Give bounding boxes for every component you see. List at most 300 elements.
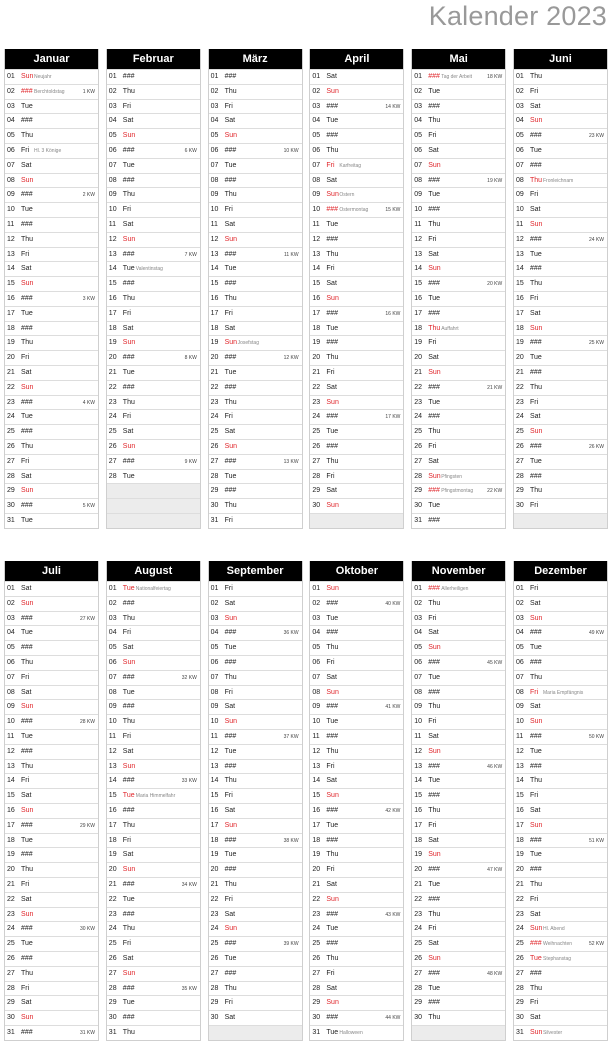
day-row[interactable] — [107, 685, 200, 700]
day-row[interactable] — [107, 247, 200, 262]
day-row[interactable] — [412, 365, 505, 380]
day-row[interactable] — [5, 469, 98, 484]
day-row[interactable] — [107, 291, 200, 306]
day-row[interactable] — [310, 113, 403, 128]
day-row[interactable] — [514, 951, 607, 966]
day-row[interactable] — [107, 877, 200, 892]
day-row[interactable] — [412, 670, 505, 685]
day-row[interactable] — [209, 380, 302, 395]
day-row[interactable] — [107, 625, 200, 640]
day-row[interactable] — [209, 892, 302, 907]
day-row[interactable] — [412, 409, 505, 424]
day-row[interactable] — [310, 862, 403, 877]
day-row[interactable] — [514, 759, 607, 774]
day-row[interactable] — [5, 995, 98, 1010]
day-row[interactable] — [209, 1010, 302, 1025]
day-row[interactable] — [412, 498, 505, 513]
day-row[interactable] — [209, 395, 302, 410]
day-row[interactable] — [107, 670, 200, 685]
day-row[interactable] — [209, 321, 302, 336]
day-row[interactable] — [514, 143, 607, 158]
day-row[interactable] — [310, 818, 403, 833]
day-row[interactable] — [107, 611, 200, 626]
day-row[interactable] — [514, 788, 607, 803]
day-row[interactable] — [412, 99, 505, 114]
day-row[interactable] — [514, 173, 607, 188]
day-row[interactable] — [209, 847, 302, 862]
day-row[interactable] — [107, 321, 200, 336]
day-row[interactable] — [107, 69, 200, 84]
day-row[interactable] — [310, 454, 403, 469]
day-row[interactable] — [5, 714, 98, 729]
day-row[interactable] — [310, 143, 403, 158]
day-row[interactable] — [310, 714, 403, 729]
day-row[interactable] — [209, 217, 302, 232]
day-row[interactable] — [412, 187, 505, 202]
day-row[interactable] — [209, 335, 302, 350]
day-row[interactable] — [209, 232, 302, 247]
day-row[interactable] — [412, 759, 505, 774]
day-row[interactable] — [107, 439, 200, 454]
day-row[interactable] — [514, 714, 607, 729]
day-row[interactable] — [5, 261, 98, 276]
day-row[interactable] — [5, 113, 98, 128]
day-row[interactable] — [5, 685, 98, 700]
day-row[interactable] — [310, 625, 403, 640]
day-row[interactable] — [412, 439, 505, 454]
day-row[interactable] — [514, 655, 607, 670]
day-row[interactable] — [514, 611, 607, 626]
day-row[interactable] — [5, 424, 98, 439]
day-row[interactable] — [412, 84, 505, 99]
day-row[interactable] — [209, 483, 302, 498]
day-row[interactable] — [412, 744, 505, 759]
day-row[interactable] — [107, 306, 200, 321]
day-row[interactable] — [209, 306, 302, 321]
day-row[interactable] — [412, 335, 505, 350]
day-row[interactable] — [412, 936, 505, 951]
day-row[interactable] — [514, 498, 607, 513]
day-row[interactable] — [107, 173, 200, 188]
day-row[interactable] — [5, 158, 98, 173]
day-row[interactable] — [107, 907, 200, 922]
day-row[interactable] — [5, 818, 98, 833]
day-row[interactable] — [412, 395, 505, 410]
day-row[interactable] — [5, 173, 98, 188]
day-row[interactable] — [107, 395, 200, 410]
day-row[interactable] — [310, 951, 403, 966]
day-row[interactable] — [514, 276, 607, 291]
day-row[interactable] — [107, 699, 200, 714]
day-row[interactable] — [412, 892, 505, 907]
day-row[interactable] — [107, 966, 200, 981]
day-row[interactable] — [107, 84, 200, 99]
day-row[interactable] — [310, 670, 403, 685]
day-row[interactable] — [107, 759, 200, 774]
day-row[interactable] — [5, 454, 98, 469]
day-row[interactable] — [310, 276, 403, 291]
day-row[interactable] — [107, 995, 200, 1010]
day-row[interactable] — [514, 321, 607, 336]
day-row[interactable] — [514, 84, 607, 99]
day-row[interactable] — [514, 847, 607, 862]
day-row[interactable] — [310, 424, 403, 439]
day-row[interactable] — [209, 803, 302, 818]
day-row[interactable] — [209, 625, 302, 640]
day-row[interactable] — [209, 409, 302, 424]
day-row[interactable] — [412, 483, 505, 498]
day-row[interactable] — [514, 439, 607, 454]
day-row[interactable] — [310, 217, 403, 232]
day-row[interactable] — [209, 818, 302, 833]
day-row[interactable] — [514, 483, 607, 498]
day-row[interactable] — [514, 113, 607, 128]
day-row[interactable] — [209, 469, 302, 484]
day-row[interactable] — [5, 483, 98, 498]
day-row[interactable] — [412, 143, 505, 158]
day-row[interactable] — [107, 454, 200, 469]
day-row[interactable] — [107, 640, 200, 655]
day-row[interactable] — [5, 729, 98, 744]
day-row[interactable] — [310, 173, 403, 188]
day-row[interactable] — [5, 498, 98, 513]
day-row[interactable] — [412, 833, 505, 848]
day-row[interactable] — [107, 424, 200, 439]
day-row[interactable] — [107, 951, 200, 966]
day-row[interactable] — [412, 729, 505, 744]
day-row[interactable] — [107, 335, 200, 350]
day-row[interactable] — [209, 744, 302, 759]
day-row[interactable] — [310, 187, 403, 202]
day-row[interactable] — [209, 729, 302, 744]
day-row[interactable] — [514, 187, 607, 202]
day-row[interactable] — [310, 936, 403, 951]
day-row[interactable] — [310, 84, 403, 99]
day-row[interactable] — [310, 483, 403, 498]
day-row[interactable] — [107, 773, 200, 788]
day-row[interactable] — [107, 581, 200, 596]
day-row[interactable] — [514, 247, 607, 262]
day-row[interactable] — [5, 788, 98, 803]
day-row[interactable] — [412, 788, 505, 803]
day-row[interactable] — [412, 321, 505, 336]
day-row[interactable] — [107, 788, 200, 803]
day-row[interactable] — [310, 1025, 403, 1040]
day-row[interactable] — [107, 217, 200, 232]
day-row[interactable] — [5, 966, 98, 981]
day-row[interactable] — [412, 981, 505, 996]
day-row[interactable] — [412, 113, 505, 128]
day-row[interactable] — [107, 380, 200, 395]
day-row[interactable] — [5, 439, 98, 454]
day-row[interactable] — [514, 670, 607, 685]
day-row[interactable] — [412, 803, 505, 818]
day-row[interactable] — [412, 951, 505, 966]
day-row[interactable] — [412, 773, 505, 788]
day-row[interactable] — [209, 202, 302, 217]
day-row[interactable] — [412, 699, 505, 714]
day-row[interactable] — [209, 640, 302, 655]
day-row[interactable] — [209, 350, 302, 365]
day-row[interactable] — [514, 833, 607, 848]
day-row[interactable] — [514, 744, 607, 759]
day-row[interactable] — [209, 498, 302, 513]
day-row[interactable] — [209, 966, 302, 981]
day-row[interactable] — [107, 833, 200, 848]
day-row[interactable] — [412, 350, 505, 365]
day-row[interactable] — [209, 714, 302, 729]
day-row[interactable] — [310, 232, 403, 247]
day-row[interactable] — [310, 966, 403, 981]
day-row[interactable] — [209, 187, 302, 202]
day-row[interactable] — [107, 261, 200, 276]
day-row[interactable] — [209, 158, 302, 173]
day-row[interactable] — [209, 454, 302, 469]
day-row[interactable] — [107, 596, 200, 611]
day-row[interactable] — [514, 685, 607, 700]
day-row[interactable] — [5, 862, 98, 877]
day-row[interactable] — [412, 513, 505, 528]
day-row[interactable] — [310, 335, 403, 350]
day-row[interactable] — [412, 128, 505, 143]
day-row[interactable] — [107, 818, 200, 833]
day-row[interactable] — [412, 655, 505, 670]
day-row[interactable] — [310, 395, 403, 410]
day-row[interactable] — [209, 143, 302, 158]
day-row[interactable] — [209, 833, 302, 848]
day-row[interactable] — [209, 936, 302, 951]
day-row[interactable] — [310, 596, 403, 611]
day-row[interactable] — [514, 469, 607, 484]
day-row[interactable] — [107, 921, 200, 936]
day-row[interactable] — [514, 596, 607, 611]
day-row[interactable] — [5, 640, 98, 655]
day-row[interactable] — [209, 921, 302, 936]
day-row[interactable] — [5, 69, 98, 84]
day-row[interactable] — [412, 173, 505, 188]
day-row[interactable] — [514, 1025, 607, 1040]
day-row[interactable] — [310, 892, 403, 907]
day-row[interactable] — [310, 877, 403, 892]
day-row[interactable] — [412, 380, 505, 395]
day-row[interactable] — [310, 847, 403, 862]
day-row[interactable] — [5, 217, 98, 232]
day-row[interactable] — [209, 84, 302, 99]
day-row[interactable] — [412, 69, 505, 84]
day-row[interactable] — [5, 892, 98, 907]
day-row[interactable] — [107, 892, 200, 907]
day-row[interactable] — [412, 714, 505, 729]
day-row[interactable] — [107, 1025, 200, 1040]
day-row[interactable] — [412, 217, 505, 232]
day-row[interactable] — [514, 395, 607, 410]
day-row[interactable] — [209, 995, 302, 1010]
day-row[interactable] — [412, 306, 505, 321]
day-row[interactable] — [310, 581, 403, 596]
day-row[interactable] — [209, 759, 302, 774]
day-row[interactable] — [412, 907, 505, 922]
day-row[interactable] — [209, 655, 302, 670]
day-row[interactable] — [514, 261, 607, 276]
day-row[interactable] — [310, 803, 403, 818]
day-row[interactable] — [310, 261, 403, 276]
day-row[interactable] — [412, 247, 505, 262]
day-row[interactable] — [412, 261, 505, 276]
day-row[interactable] — [412, 158, 505, 173]
day-row[interactable] — [209, 99, 302, 114]
day-row[interactable] — [310, 685, 403, 700]
day-row[interactable] — [107, 1010, 200, 1025]
day-row[interactable] — [310, 247, 403, 262]
day-row[interactable] — [412, 625, 505, 640]
day-row[interactable] — [107, 729, 200, 744]
day-row[interactable] — [5, 395, 98, 410]
day-row[interactable] — [310, 350, 403, 365]
day-row[interactable] — [310, 469, 403, 484]
day-row[interactable] — [514, 99, 607, 114]
day-row[interactable] — [107, 99, 200, 114]
day-row[interactable] — [5, 513, 98, 528]
day-row[interactable] — [209, 69, 302, 84]
day-row[interactable] — [209, 424, 302, 439]
day-row[interactable] — [310, 981, 403, 996]
day-row[interactable] — [310, 439, 403, 454]
day-row[interactable] — [5, 581, 98, 596]
day-row[interactable] — [412, 995, 505, 1010]
day-row[interactable] — [514, 409, 607, 424]
day-row[interactable] — [5, 847, 98, 862]
day-row[interactable] — [5, 365, 98, 380]
day-row[interactable] — [5, 321, 98, 336]
day-row[interactable] — [310, 655, 403, 670]
day-row[interactable] — [5, 596, 98, 611]
day-row[interactable] — [412, 454, 505, 469]
day-row[interactable] — [412, 424, 505, 439]
day-row[interactable] — [5, 276, 98, 291]
day-row[interactable] — [5, 803, 98, 818]
day-row[interactable] — [107, 862, 200, 877]
day-row[interactable] — [310, 365, 403, 380]
day-row[interactable] — [107, 714, 200, 729]
day-row[interactable] — [5, 611, 98, 626]
day-row[interactable] — [412, 611, 505, 626]
day-row[interactable] — [514, 217, 607, 232]
day-row[interactable] — [514, 202, 607, 217]
day-row[interactable] — [514, 862, 607, 877]
day-row[interactable] — [514, 365, 607, 380]
day-row[interactable] — [5, 187, 98, 202]
day-row[interactable] — [107, 276, 200, 291]
day-row[interactable] — [107, 409, 200, 424]
day-row[interactable] — [107, 350, 200, 365]
day-row[interactable] — [412, 469, 505, 484]
day-row[interactable] — [514, 699, 607, 714]
day-row[interactable] — [209, 173, 302, 188]
day-row[interactable] — [514, 581, 607, 596]
day-row[interactable] — [412, 862, 505, 877]
day-row[interactable] — [5, 655, 98, 670]
day-row[interactable] — [514, 892, 607, 907]
day-row[interactable] — [5, 84, 98, 99]
day-row[interactable] — [310, 321, 403, 336]
day-row[interactable] — [514, 729, 607, 744]
day-row[interactable] — [5, 380, 98, 395]
day-row[interactable] — [310, 158, 403, 173]
day-row[interactable] — [514, 907, 607, 922]
day-row[interactable] — [209, 113, 302, 128]
day-row[interactable] — [107, 847, 200, 862]
day-row[interactable] — [209, 611, 302, 626]
day-row[interactable] — [310, 640, 403, 655]
day-row[interactable] — [107, 655, 200, 670]
day-row[interactable] — [310, 833, 403, 848]
day-row[interactable] — [209, 877, 302, 892]
day-row[interactable] — [310, 69, 403, 84]
day-row[interactable] — [5, 670, 98, 685]
day-row[interactable] — [209, 247, 302, 262]
day-row[interactable] — [514, 921, 607, 936]
day-row[interactable] — [310, 921, 403, 936]
day-row[interactable] — [209, 128, 302, 143]
day-row[interactable] — [209, 513, 302, 528]
day-row[interactable] — [310, 380, 403, 395]
day-row[interactable] — [5, 143, 98, 158]
day-row[interactable] — [209, 261, 302, 276]
day-row[interactable] — [5, 759, 98, 774]
day-row[interactable] — [412, 818, 505, 833]
day-row[interactable] — [209, 862, 302, 877]
day-row[interactable] — [310, 498, 403, 513]
day-row[interactable] — [412, 291, 505, 306]
day-row[interactable] — [412, 276, 505, 291]
day-row[interactable] — [514, 454, 607, 469]
day-row[interactable] — [514, 773, 607, 788]
day-row[interactable] — [5, 625, 98, 640]
day-row[interactable] — [412, 232, 505, 247]
day-row[interactable] — [514, 1010, 607, 1025]
day-row[interactable] — [209, 773, 302, 788]
day-row[interactable] — [209, 276, 302, 291]
day-row[interactable] — [310, 99, 403, 114]
day-row[interactable] — [107, 803, 200, 818]
day-row[interactable] — [310, 729, 403, 744]
day-row[interactable] — [209, 788, 302, 803]
day-row[interactable] — [209, 365, 302, 380]
day-row[interactable] — [514, 350, 607, 365]
day-row[interactable] — [5, 951, 98, 966]
day-row[interactable] — [209, 291, 302, 306]
day-row[interactable] — [5, 1025, 98, 1040]
day-row[interactable] — [107, 232, 200, 247]
day-row[interactable] — [5, 833, 98, 848]
day-row[interactable] — [209, 670, 302, 685]
day-row[interactable] — [5, 921, 98, 936]
day-row[interactable] — [412, 640, 505, 655]
day-row[interactable] — [514, 995, 607, 1010]
day-row[interactable] — [5, 306, 98, 321]
day-row[interactable] — [514, 128, 607, 143]
day-row[interactable] — [514, 380, 607, 395]
day-row[interactable] — [412, 202, 505, 217]
day-row[interactable] — [107, 365, 200, 380]
day-row[interactable] — [209, 685, 302, 700]
day-row[interactable] — [5, 128, 98, 143]
day-row[interactable] — [514, 877, 607, 892]
day-row[interactable] — [514, 335, 607, 350]
day-row[interactable] — [514, 936, 607, 951]
day-row[interactable] — [514, 158, 607, 173]
day-row[interactable] — [310, 1010, 403, 1025]
